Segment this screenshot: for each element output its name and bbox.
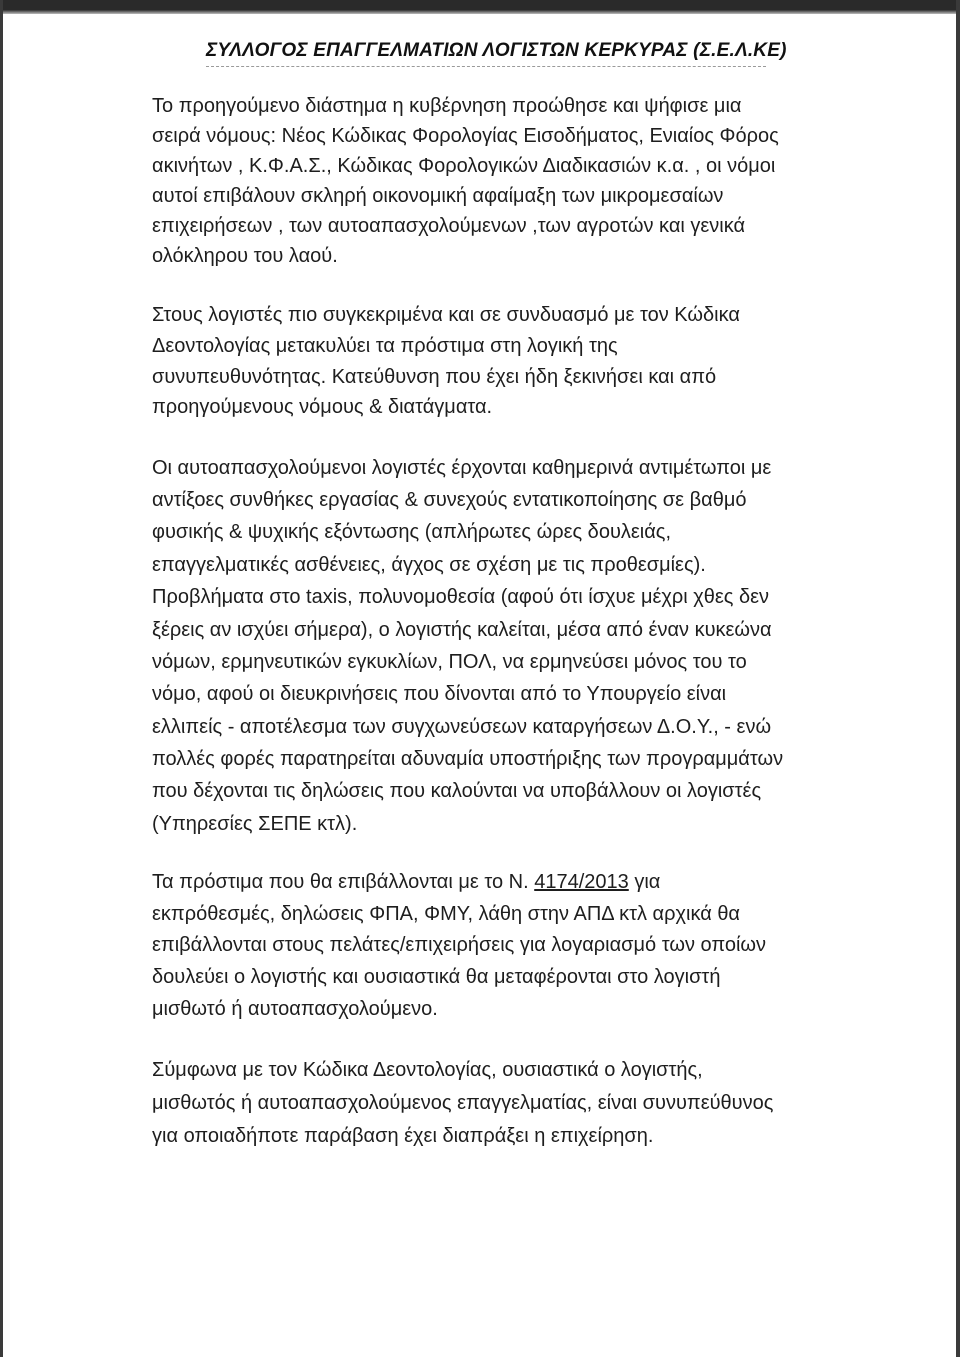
law-number-underlined: 4174/2013 [534, 871, 629, 893]
text-span: Τα πρόστιμα που θα επιβάλλονται με το Ν. [152, 871, 535, 893]
text-line: νόμων, ερμηνευτικών εγκυκλίων, ΠΟΛ, να ερμηνεύσει μόνος του το [152, 651, 747, 673]
text-line: δουλεύει ο λογιστής και ουσιαστικά θα μεταφέρονται στο λογιστή [152, 966, 721, 988]
text-line: Το προηγούμενο διάστημα η κυβέρνηση προώθησε και ψήφισε μια [152, 95, 742, 117]
text-line: ολόκληρου του λαού. [152, 245, 338, 267]
scan-border-left [0, 0, 3, 1357]
text-line: αυτοί επιβάλουν σκληρή οικονομική αφαίμαξη των μικρομεσαίων [152, 185, 724, 207]
text-line: ακινήτων , Κ.Φ.Α.Σ., Κώδικας Φορολογικών Διαδικασιών κ.α. , οι νόμοι [152, 155, 776, 177]
text-line: για οποιαδήποτε παράβαση έχει διαπράξει η επιχείρηση. [152, 1125, 654, 1147]
text-line: μισθωτό ή αυτοαπασχολούμενο. [152, 998, 438, 1020]
header-divider [206, 66, 766, 67]
text-line: Προβλήματα στο taxis, πολυνομοθεσία (αφού ότι ίσχυε μέχρι χθες δεν [152, 586, 770, 608]
text-line: Δεοντολογίας μετακυλύει τα πρόστιμα στη λογική της [152, 335, 618, 357]
text-line: φυσικής & ψυχικής εξόντωσης (απλήρωτες ώρες δουλειάς, [152, 521, 671, 543]
text-line: Στους λογιστές πιο συγκεκριμένα και σε συνδυασμό με τον Κώδικα [152, 304, 740, 326]
text-line: μισθωτός ή αυτοαπασχολούμενος επαγγελματίας, είναι συνυπεύθυνος [152, 1092, 774, 1114]
text-span: για [628, 871, 661, 893]
text-line: Σύμφωνα με τον Κώδικα Δεοντολογίας, ουσιαστικά ο λογιστής, [152, 1059, 703, 1081]
text-line: (Υπηρεσίες ΣΕΠΕ κτλ). [152, 813, 358, 835]
text-line-with-law-number [152, 870, 660, 894]
text-line: σειρά νόμους: Νέος Κώδικας Φορολογίας Εισοδήματος, Ενιαίος Φόρος [152, 125, 779, 147]
text-line: που δέχονται τις δηλώσεις που καλούνται να υποβάλλουν οι λογιστές [152, 780, 762, 802]
text-line: πολλές φορές παρατηρείται αδυναμία υποστήριξης των προγραμμάτων [152, 748, 784, 770]
association-header: ΣΥΛΛΟΓΟΣ ΕΠΑΓΓΕΛΜΑΤΙΩΝ ΛΟΓΙΣΤΩΝ ΚΕΡΚΥΡΑΣ (Σ.Ε.Λ.ΚΕ) [206, 40, 787, 61]
scan-border-right [956, 0, 960, 1357]
text-line: νόμο, αφού οι διευκρινήσεις που δίνονται από το Υπουργείο είναι [152, 683, 727, 705]
text-line: επιχειρήσεων , των αυτοαπασχολούμενων ,των αγροτών και γενικά [152, 215, 746, 237]
text-line: προηγούμενους νόμους & διατάγματα. [152, 396, 493, 418]
text-line: επιβάλλονται στους πελάτες/επιχειρήσεις για λογαριασμό των οποίων [152, 934, 767, 956]
text-line: επαγγελματικές ασθένειες, άγχος σε σχέση με τις προθεσμίες). [152, 554, 706, 576]
text-line: ξέρεις αν ισχύει σήμερα), ο λογιστής καλείται, μέσα από έναν κυκεώνα [152, 619, 772, 641]
text-line: συνυπευθυνότητας. Κατεύθυνση που έχει ήδη ξεκινήσει και από [152, 366, 717, 388]
text-line: Οι αυτοαπασχολούμενοι λογιστές έρχονται καθημερινά αντιμέτωποι με [152, 457, 772, 479]
text-line: ελλιπείς - αποτέλεσμα των συγχωνεύσεων καταργήσεων Δ.Ο.Υ., - ενώ [152, 716, 772, 738]
text-line: εκπρόθεσμές, δηλώσεις ΦΠΑ, ΦΜΥ, λάθη στην ΑΠΔ κτλ αρχικά θα [152, 903, 740, 925]
text-line: αντίξοες συνθήκες εργασίας & συνεχούς εντατικοποίησης σε βαθμό [152, 489, 747, 511]
scan-border-top [0, 0, 960, 14]
